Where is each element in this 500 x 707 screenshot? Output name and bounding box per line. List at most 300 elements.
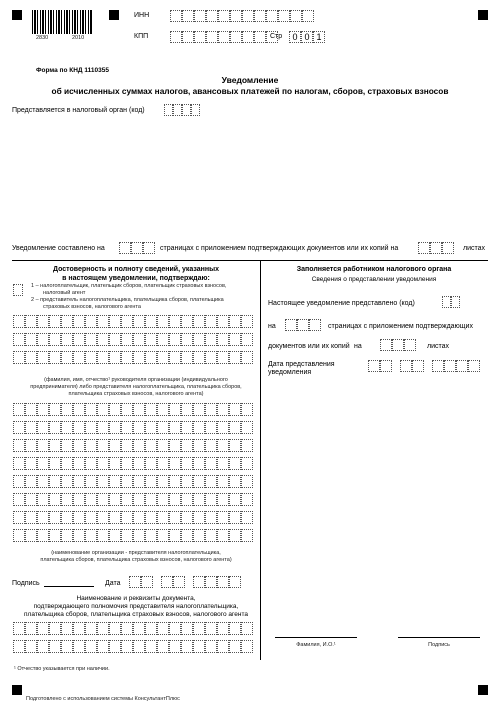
input-cell [85, 529, 97, 542]
input-cell [133, 333, 145, 346]
input-cell [97, 457, 109, 470]
input-cell [229, 439, 241, 452]
input-cell [456, 360, 468, 372]
input-cell [97, 640, 109, 653]
input-cell [133, 439, 145, 452]
date-field[interactable] [129, 576, 241, 588]
input-cell [229, 576, 241, 588]
input-cell [109, 511, 121, 524]
input-cell [368, 360, 380, 372]
presentation-date-label: Дата представления [268, 361, 335, 368]
input-cell [109, 640, 121, 653]
input-cell [109, 529, 121, 542]
grid-row [13, 421, 253, 434]
input-cell [169, 475, 181, 488]
input-cell [157, 315, 169, 328]
input-cell [145, 403, 157, 416]
input-cell [181, 315, 193, 328]
docs-text: документов или их копий [268, 343, 350, 350]
input-cell [157, 640, 169, 653]
pages-text: страницах с приложением подтверждающих [328, 323, 473, 330]
input-cell [229, 315, 241, 328]
form-title: Уведомление [221, 75, 279, 85]
input-cell [13, 315, 25, 328]
grid-row [13, 403, 253, 416]
input-cell [193, 315, 205, 328]
input-cell [121, 333, 133, 346]
input-cell [73, 421, 85, 434]
grid-row [13, 333, 253, 346]
input-cell [85, 439, 97, 452]
input-cell [241, 511, 253, 524]
sheets-count-field[interactable] [418, 242, 454, 254]
input-cell [109, 622, 121, 635]
input-cell [145, 622, 157, 635]
input-cell [229, 622, 241, 635]
input-cell [181, 351, 193, 364]
input-cell [145, 475, 157, 488]
input-cell [25, 439, 37, 452]
input-cell [412, 360, 424, 372]
input-cell [193, 333, 205, 346]
input-cell [109, 439, 121, 452]
input-cell [13, 511, 25, 524]
input-cell [241, 315, 253, 328]
input-cell [145, 421, 157, 434]
input-cell [133, 511, 145, 524]
grid-row [13, 493, 253, 506]
input-cell [193, 493, 205, 506]
input-cell [73, 511, 85, 524]
input-cell [169, 421, 181, 434]
input-cell [145, 529, 157, 542]
input-cell [49, 403, 61, 416]
input-cell [143, 242, 155, 254]
input-cell [49, 421, 61, 434]
corner-marker-top-left [12, 10, 22, 20]
input-cell [49, 439, 61, 452]
input-cell [25, 529, 37, 542]
grid-row [13, 457, 253, 470]
input-cell [217, 457, 229, 470]
input-cell [290, 10, 302, 22]
page-digit: 1 [313, 31, 325, 43]
input-cell [37, 475, 49, 488]
input-cell [230, 10, 242, 22]
input-cell [61, 622, 73, 635]
input-cell [73, 403, 85, 416]
input-cell [169, 622, 181, 635]
input-cell [61, 315, 73, 328]
input-cell [73, 351, 85, 364]
corner-marker-bottom-right [478, 685, 488, 695]
input-cell [193, 457, 205, 470]
input-cell [73, 493, 85, 506]
input-cell [229, 511, 241, 524]
input-cell [133, 457, 145, 470]
input-cell [230, 31, 242, 43]
input-cell [109, 333, 121, 346]
input-cell [205, 457, 217, 470]
input-cell [97, 351, 109, 364]
grid-row [13, 475, 253, 488]
input-cell [205, 576, 217, 588]
left-section-title-2: в настоящем уведомлении, подтверждаю: [62, 275, 210, 282]
input-cell [121, 457, 133, 470]
input-cell [418, 242, 430, 254]
fio-caption-2: предпринимателя) либо представителя налогоплательщика, плательщика сборов, [30, 384, 242, 390]
input-cell [181, 622, 193, 635]
input-cell [73, 439, 85, 452]
presentation-date-label-2: уведомления [268, 369, 312, 376]
input-cell [285, 319, 297, 331]
input-cell [109, 457, 121, 470]
input-cell [121, 475, 133, 488]
input-cell [157, 511, 169, 524]
input-cell [25, 315, 37, 328]
input-cell [121, 439, 133, 452]
input-cell [229, 640, 241, 653]
input-cell [85, 475, 97, 488]
signer-type-checkbox[interactable] [13, 284, 23, 296]
input-cell [451, 296, 460, 308]
page-digit: 0 [289, 31, 301, 43]
input-cell [217, 333, 229, 346]
input-cell [73, 333, 85, 346]
grid-row [13, 529, 253, 542]
input-cell [37, 315, 49, 328]
doc-title-2: подтверждающего полномочия представителя налогоплательщика, [33, 603, 239, 610]
input-cell [37, 529, 49, 542]
input-cell [37, 640, 49, 653]
input-cell [97, 529, 109, 542]
input-cell [49, 529, 61, 542]
input-cell [170, 10, 182, 22]
input-cell [241, 439, 253, 452]
input-cell [380, 339, 392, 351]
input-cell [217, 439, 229, 452]
input-cell [241, 622, 253, 635]
input-cell [193, 439, 205, 452]
input-cell [193, 403, 205, 416]
input-cell [444, 360, 456, 372]
input-cell [61, 439, 73, 452]
input-cell [25, 493, 37, 506]
input-cell [97, 622, 109, 635]
input-cell [97, 475, 109, 488]
input-cell [164, 104, 173, 116]
input-cell [25, 333, 37, 346]
input-cell [430, 242, 442, 254]
received-pages-field[interactable] [285, 319, 321, 331]
grid-row [13, 315, 253, 328]
input-cell [85, 403, 97, 416]
input-cell [133, 315, 145, 328]
input-cell [13, 403, 25, 416]
input-cell [145, 315, 157, 328]
input-cell [169, 529, 181, 542]
input-cell [218, 10, 230, 22]
input-cell [121, 622, 133, 635]
input-cell [145, 511, 157, 524]
input-cell [217, 511, 229, 524]
input-cell [13, 421, 25, 434]
input-cell [432, 360, 444, 372]
input-cell [205, 640, 217, 653]
input-cell [145, 333, 157, 346]
input-cell [85, 457, 97, 470]
presented-code-label: Настоящее уведомление представлено (код) [268, 300, 415, 307]
input-cell [241, 421, 253, 434]
input-cell [193, 421, 205, 434]
input-cell [217, 403, 229, 416]
input-cell [194, 31, 206, 43]
input-cell [217, 351, 229, 364]
sheets-label: листах [463, 245, 486, 252]
input-cell [181, 529, 193, 542]
corner-marker-bottom-left [12, 685, 22, 695]
input-cell [229, 351, 241, 364]
input-cell [121, 529, 133, 542]
input-cell [229, 457, 241, 470]
input-cell [133, 351, 145, 364]
input-cell [266, 10, 278, 22]
input-cell [145, 493, 157, 506]
input-cell [121, 403, 133, 416]
fio-caption-right: Фамилия, И.О.¹ [296, 642, 336, 648]
date-label: Дата [105, 580, 121, 587]
input-cell [205, 333, 217, 346]
input-cell [254, 31, 266, 43]
input-cell [193, 622, 205, 635]
input-cell [241, 403, 253, 416]
grid-row [13, 622, 253, 635]
input-cell [37, 403, 49, 416]
input-cell [205, 493, 217, 506]
input-cell [181, 439, 193, 452]
input-cell [442, 296, 451, 308]
presented-code-field[interactable] [442, 296, 460, 308]
input-cell [181, 475, 193, 488]
input-cell [157, 351, 169, 364]
input-cell [61, 475, 73, 488]
input-cell [157, 622, 169, 635]
footer-note: Подготовлено с использованием системы КонсультантПлюс [26, 696, 180, 702]
page-digit: 0 [301, 31, 313, 43]
input-cell [121, 421, 133, 434]
fio-line[interactable] [275, 637, 357, 638]
sheets-label-right: листах [427, 343, 450, 350]
input-cell [193, 640, 205, 653]
input-cell [37, 511, 49, 524]
input-cell [182, 31, 194, 43]
input-cell [133, 622, 145, 635]
input-cell [121, 640, 133, 653]
input-cell [170, 31, 182, 43]
input-cell [193, 529, 205, 542]
input-cell [13, 333, 25, 346]
input-cell [205, 475, 217, 488]
input-cell [182, 10, 194, 22]
input-cell [109, 315, 121, 328]
inn-field[interactable] [170, 10, 314, 22]
input-cell [181, 421, 193, 434]
received-sheets-field[interactable] [380, 339, 416, 351]
input-cell [173, 576, 185, 588]
form-code: Форма по КНД 1110355 [36, 67, 109, 74]
input-cell [161, 576, 173, 588]
barcode-number-left: 2830 [36, 35, 49, 41]
input-cell [13, 640, 25, 653]
input-cell [169, 493, 181, 506]
signature-line-right[interactable] [398, 637, 480, 638]
footnote: ¹ Отчество указывается при наличии. [14, 666, 110, 672]
doc-title: Наименование и реквизиты документа, [76, 595, 196, 602]
input-cell [119, 242, 131, 254]
input-cell [404, 339, 416, 351]
input-cell [61, 640, 73, 653]
input-cell [242, 10, 254, 22]
input-cell [25, 475, 37, 488]
input-cell [37, 351, 49, 364]
input-cell [145, 640, 157, 653]
input-cell [241, 493, 253, 506]
input-cell [13, 493, 25, 506]
pages-count-field[interactable] [119, 242, 155, 254]
right-section-subtitle: Сведения о представлении уведомления [311, 276, 437, 283]
input-cell [181, 333, 193, 346]
tax-authority-code-field[interactable] [164, 104, 200, 116]
input-cell [13, 475, 25, 488]
input-cell [229, 475, 241, 488]
input-cell [141, 576, 153, 588]
input-cell [61, 403, 73, 416]
input-cell [229, 333, 241, 346]
input-cell [217, 315, 229, 328]
input-cell [121, 351, 133, 364]
compiled-pages-text: страницах с приложением подтверждающих документов или их копий на [160, 245, 399, 252]
input-cell [61, 421, 73, 434]
input-cell [133, 640, 145, 653]
input-cell [157, 333, 169, 346]
signature-line[interactable] [44, 586, 94, 587]
input-cell [109, 403, 121, 416]
input-cell [37, 439, 49, 452]
input-cell [181, 403, 193, 416]
input-cell [181, 511, 193, 524]
input-cell [157, 493, 169, 506]
input-cell [49, 493, 61, 506]
option-1-cont: налоговый агент [43, 290, 86, 296]
input-cell [13, 351, 25, 364]
input-cell [133, 529, 145, 542]
input-cell [25, 622, 37, 635]
input-cell [241, 475, 253, 488]
input-cell [73, 315, 85, 328]
input-cell [217, 475, 229, 488]
input-cell [169, 403, 181, 416]
input-cell [206, 31, 218, 43]
left-section-title: Достоверность и полноту сведений, указанных [53, 266, 219, 273]
input-cell [205, 351, 217, 364]
input-cell [133, 493, 145, 506]
input-cell [241, 333, 253, 346]
input-cell [25, 351, 37, 364]
on-label-2: на [354, 343, 362, 350]
input-cell [25, 640, 37, 653]
input-cell [97, 333, 109, 346]
column-divider [260, 260, 261, 660]
input-cell [254, 10, 266, 22]
input-cell [169, 315, 181, 328]
presentation-date-field[interactable] [368, 360, 480, 372]
input-cell [193, 475, 205, 488]
input-cell [193, 351, 205, 364]
input-cell [97, 511, 109, 524]
input-cell [73, 475, 85, 488]
input-cell [169, 333, 181, 346]
input-cell [129, 576, 141, 588]
input-cell [97, 315, 109, 328]
input-cell [206, 10, 218, 22]
input-cell [205, 511, 217, 524]
input-cell [133, 421, 145, 434]
input-cell [13, 622, 25, 635]
input-cell [109, 493, 121, 506]
input-cell [181, 640, 193, 653]
input-cell [13, 439, 25, 452]
input-cell [85, 511, 97, 524]
input-cell [145, 351, 157, 364]
input-cell [109, 351, 121, 364]
kpp-field[interactable] [170, 31, 278, 43]
input-cell [25, 403, 37, 416]
input-cell [205, 439, 217, 452]
option-1: 1 – налогоплательщик, плательщик сборов, плательщик страховых взносов, [31, 283, 227, 289]
right-section-title: Заполняется работником налогового органа [296, 266, 452, 273]
input-cell [121, 511, 133, 524]
input-cell [61, 493, 73, 506]
inn-label: ИНН [134, 12, 150, 19]
grid-row [13, 351, 253, 364]
input-cell [468, 360, 480, 372]
input-cell [169, 457, 181, 470]
input-cell [61, 333, 73, 346]
input-cell [133, 475, 145, 488]
grid-row [13, 439, 253, 452]
input-cell [241, 640, 253, 653]
input-cell [278, 10, 290, 22]
input-cell [49, 640, 61, 653]
page-number-field[interactable] [289, 31, 325, 43]
input-cell [97, 439, 109, 452]
input-cell [241, 351, 253, 364]
input-cell [145, 457, 157, 470]
signature-label: Подпись [12, 580, 40, 587]
input-cell [13, 529, 25, 542]
input-cell [400, 360, 412, 372]
input-cell [181, 457, 193, 470]
input-cell [217, 421, 229, 434]
input-cell [169, 511, 181, 524]
input-cell [49, 333, 61, 346]
input-cell [217, 493, 229, 506]
input-cell [193, 576, 205, 588]
fio-caption-3: плательщика страховых взносов, налогового агента) [68, 391, 204, 397]
input-cell [85, 351, 97, 364]
org-caption-2: плательщика сборов, плательщика страховых взносов, налогового агента) [40, 557, 232, 563]
input-cell [169, 439, 181, 452]
